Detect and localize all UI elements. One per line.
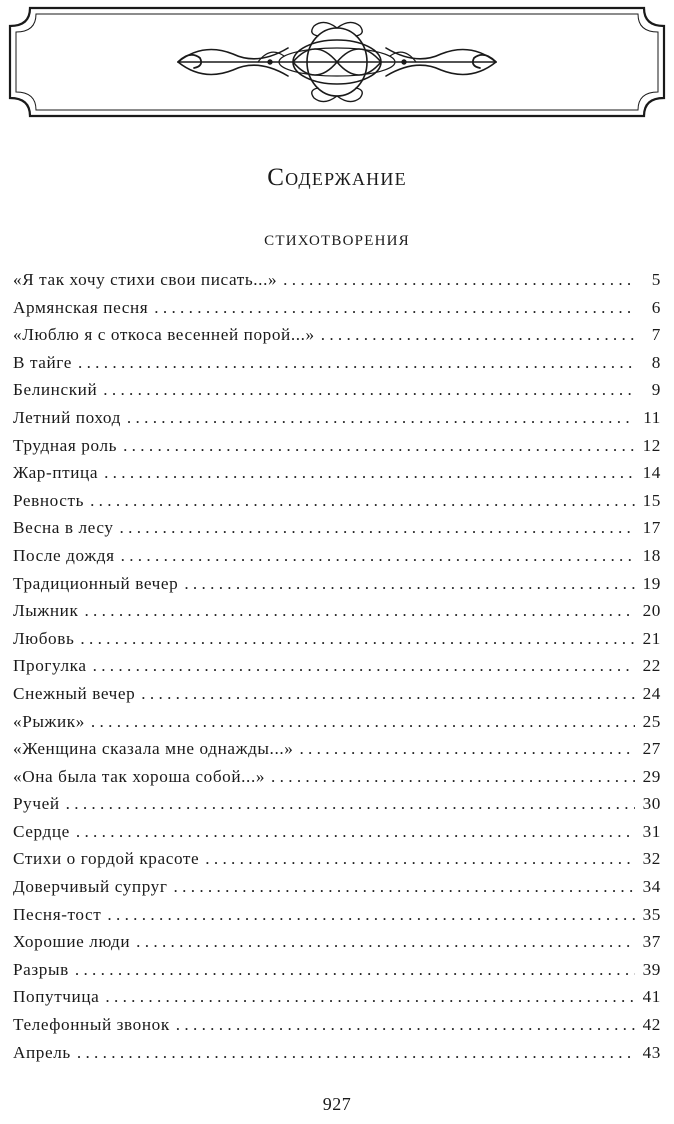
toc-entry-title: «Люблю я с откоса весенней порой...»	[13, 325, 315, 345]
toc-entry-title: Стихи о гордой красоте	[13, 849, 200, 869]
page-number: 927	[322, 1094, 352, 1114]
toc-entry-page: 27	[642, 739, 661, 759]
dot-leader	[78, 353, 635, 373]
toc-entry-title: Телефонный звонок	[13, 1015, 170, 1035]
toc-entry-title: Сердце	[13, 821, 70, 841]
toc-entry[interactable]	[13, 491, 661, 519]
toc-entry[interactable]	[13, 325, 661, 353]
section-title: стихотворения	[264, 226, 410, 250]
dot-leader	[283, 270, 635, 290]
toc-entry-page: 14	[642, 463, 661, 483]
page-title: Содержание	[267, 164, 407, 191]
dot-leader	[120, 518, 635, 538]
dot-leader	[136, 932, 635, 952]
toc-entry-page: 5	[651, 270, 661, 289]
toc-entry-page: 22	[642, 656, 661, 676]
dot-leader	[299, 739, 635, 759]
toc-entry[interactable]	[13, 849, 661, 877]
dot-leader	[107, 905, 635, 925]
toc-entry[interactable]	[13, 629, 661, 657]
toc-entry-title: Трудная роль	[13, 435, 118, 455]
dot-leader	[176, 1015, 635, 1035]
dot-leader	[105, 987, 635, 1007]
toc-entry[interactable]	[13, 298, 661, 326]
toc-entry-title: Снежный вечер	[13, 683, 136, 703]
toc-entry[interactable]	[13, 739, 661, 767]
dot-leader	[141, 684, 635, 704]
toc-entry[interactable]	[13, 463, 661, 491]
toc-entry-title: Прогулка	[13, 656, 87, 676]
toc-entry[interactable]	[13, 905, 661, 933]
toc-entry-page: 21	[642, 628, 661, 648]
toc-entry-page: 19	[642, 573, 661, 593]
toc-entry-title: «Женщина сказала мне однажды...»	[13, 739, 294, 759]
toc-entry-title: Жар-птица	[13, 463, 99, 483]
toc-entry-page: 6	[651, 297, 661, 317]
toc-entry[interactable]	[13, 822, 661, 850]
toc-entry[interactable]	[13, 684, 661, 712]
toc-entry-page: 20	[642, 601, 661, 621]
dot-leader	[271, 767, 635, 787]
dot-leader	[123, 436, 635, 456]
toc-entry-title: После дождя	[13, 545, 115, 565]
toc-entry-title: В тайге	[13, 352, 72, 372]
dot-leader	[84, 601, 635, 621]
toc-entry-page: 35	[642, 904, 661, 924]
dot-leader	[154, 298, 635, 318]
toc-entry[interactable]	[13, 270, 661, 298]
toc-entry[interactable]	[13, 656, 661, 684]
dot-leader	[121, 546, 635, 566]
toc-entry[interactable]	[13, 877, 661, 905]
toc-entry-page: 32	[642, 849, 661, 869]
toc-entry-title: Песня-тост	[13, 904, 102, 924]
toc-entry-title: «Я так хочу стихи свои писать...»	[13, 270, 278, 289]
dot-leader	[127, 408, 635, 428]
dot-leader	[321, 325, 635, 345]
toc-entry-page: 17	[642, 518, 661, 538]
dot-leader	[76, 822, 635, 842]
toc-entry-page: 37	[642, 932, 661, 952]
toc-entry-title: Хорошие люди	[13, 932, 131, 952]
decorative-header-ornament	[8, 6, 666, 118]
toc-entry-title: Попутчица	[13, 987, 100, 1007]
dot-leader	[91, 712, 635, 732]
toc-entry-page: 31	[642, 821, 661, 841]
toc-entry-page: 12	[642, 435, 661, 455]
dot-leader	[205, 849, 635, 869]
toc-entry[interactable]	[13, 518, 661, 546]
toc-entry[interactable]	[13, 601, 661, 629]
toc-entry[interactable]	[13, 987, 661, 1015]
toc-entry-title: Апрель	[13, 1042, 71, 1062]
dot-leader	[80, 629, 635, 649]
toc-entry-title: Летний поход	[13, 407, 121, 427]
toc-entry[interactable]	[13, 767, 661, 795]
toc-entry-title: Ревность	[13, 490, 85, 510]
toc-entry[interactable]	[13, 1043, 661, 1071]
toc-entry-title: Лыжник	[13, 601, 79, 621]
toc-entry[interactable]	[13, 960, 661, 988]
toc-entry-page: 11	[643, 407, 661, 427]
toc-entry[interactable]	[13, 932, 661, 960]
toc-entry-title: Весна в лесу	[13, 518, 114, 538]
toc-entry-page: 24	[642, 683, 661, 703]
dot-leader	[103, 380, 635, 400]
toc-entry[interactable]	[13, 380, 661, 408]
toc-entry-title: Любовь	[13, 628, 75, 648]
toc-entry[interactable]	[13, 574, 661, 602]
toc-entry-page: 29	[642, 766, 661, 786]
toc-entry-page: 34	[642, 877, 661, 897]
toc-entry[interactable]	[13, 546, 661, 574]
toc-entry-page: 8	[651, 352, 661, 372]
toc-entry-page: 25	[642, 711, 661, 731]
toc-entry-page: 18	[642, 545, 661, 565]
toc-entry-page: 43	[642, 1042, 661, 1062]
dot-leader	[75, 960, 635, 980]
toc-entry-page: 15	[642, 490, 661, 510]
toc-entry-page: 30	[642, 794, 661, 814]
toc-entry-title: «Она была так хороша собой...»	[13, 766, 266, 786]
dot-leader	[77, 1043, 635, 1063]
toc-entry-title: «Рыжик»	[13, 711, 85, 731]
toc-entry-page: 9	[651, 380, 661, 400]
toc-entry-title: Армянская песня	[13, 297, 149, 317]
toc-entry[interactable]	[13, 353, 661, 381]
toc-entry[interactable]	[13, 436, 661, 464]
toc-entry-title: Белинский	[13, 380, 98, 400]
dot-leader	[93, 656, 635, 676]
toc-entry-title: Традиционный вечер	[13, 573, 179, 593]
toc-entry-page: 41	[642, 987, 661, 1007]
toc-entry[interactable]	[13, 712, 661, 740]
dot-leader	[104, 463, 635, 483]
toc-entry-title: Доверчивый супруг	[13, 877, 168, 897]
toc-entry[interactable]	[13, 794, 661, 822]
table-of-contents	[13, 270, 661, 1070]
dot-leader	[184, 574, 635, 594]
toc-entry-page: 7	[651, 325, 661, 345]
dot-leader	[90, 491, 635, 511]
toc-entry-title: Ручей	[13, 794, 60, 814]
toc-entry-title: Разрыв	[13, 959, 69, 979]
toc-entry-page: 39	[642, 959, 661, 979]
dot-leader	[174, 877, 635, 897]
toc-entry[interactable]	[13, 408, 661, 436]
toc-entry-page: 42	[642, 1015, 661, 1035]
toc-entry[interactable]	[13, 1015, 661, 1043]
dot-leader	[66, 794, 635, 814]
